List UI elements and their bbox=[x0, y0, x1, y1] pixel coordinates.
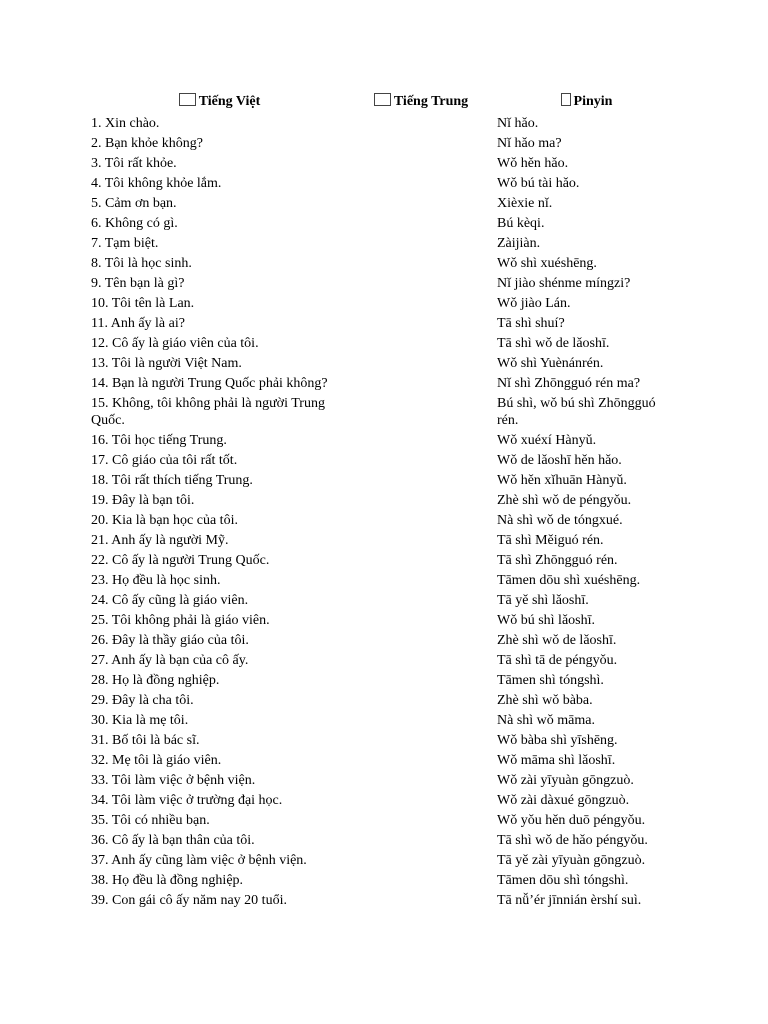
vietnamese-cell: 25. Tôi không phải là giáo viên. bbox=[91, 612, 270, 628]
table-row bbox=[88, 630, 682, 650]
pinyin-cell: Zàijiàn. bbox=[497, 235, 541, 251]
pinyin-cell: Tā shì tā de péngyǒu. bbox=[497, 652, 618, 668]
header-pinyin bbox=[491, 93, 682, 113]
chinese-cell bbox=[351, 373, 491, 393]
chinese-cell bbox=[351, 193, 491, 213]
chinese-cell bbox=[351, 610, 491, 630]
table-row bbox=[88, 273, 682, 293]
vietnamese-cell: 38. Họ đều là đồng nghiệp. bbox=[91, 872, 244, 888]
chinese-cell bbox=[351, 630, 491, 650]
chinese-cell bbox=[351, 490, 491, 510]
vietnamese-cell: 23. Họ đều là học sinh. bbox=[91, 572, 221, 588]
table-row bbox=[88, 373, 682, 393]
flag-emoji-box-icon bbox=[374, 93, 391, 106]
table-row bbox=[88, 570, 682, 590]
table-row bbox=[88, 510, 682, 530]
chinese-cell bbox=[351, 510, 491, 530]
pinyin-cell: Nǐ jiào shénme míngzi? bbox=[497, 275, 631, 291]
vietnamese-cell: 16. Tôi học tiếng Trung. bbox=[91, 432, 227, 448]
vietnamese-cell: 21. Anh ấy là người Mỹ. bbox=[91, 532, 229, 548]
table-row bbox=[88, 193, 682, 213]
pinyin-cell: Tā shì shuí? bbox=[497, 315, 565, 331]
header-vietnamese bbox=[88, 93, 351, 113]
pinyin-cell: Wǒ hěn xǐhuān Hànyǔ. bbox=[497, 472, 627, 488]
table-row bbox=[88, 770, 682, 790]
vocabulary-table bbox=[88, 93, 682, 910]
vietnamese-cell: 7. Tạm biệt. bbox=[91, 235, 159, 251]
chinese-cell bbox=[351, 273, 491, 293]
chinese-cell bbox=[351, 590, 491, 610]
chinese-cell bbox=[351, 393, 491, 430]
vietnamese-cell: 4. Tôi không khỏe lắm. bbox=[91, 175, 222, 191]
table-row bbox=[88, 113, 682, 133]
table-row bbox=[88, 710, 682, 730]
chinese-cell bbox=[351, 313, 491, 333]
pinyin-cell: Nǐ hǎo ma? bbox=[497, 135, 562, 151]
vietnamese-cell: 35. Tôi có nhiều bạn. bbox=[91, 812, 210, 828]
table-row bbox=[88, 153, 682, 173]
chinese-cell bbox=[351, 353, 491, 373]
table-row bbox=[88, 430, 682, 450]
vietnamese-cell: 31. Bố tôi là bác sĩ. bbox=[91, 732, 200, 748]
vietnamese-cell: 32. Mẹ tôi là giáo viên. bbox=[91, 752, 222, 768]
vietnamese-cell: 13. Tôi là người Việt Nam. bbox=[91, 355, 242, 371]
table-row bbox=[88, 293, 682, 313]
vietnamese-cell: 24. Cô ấy cũng là giáo viên. bbox=[91, 592, 249, 608]
vietnamese-cell: 19. Đây là bạn tôi. bbox=[91, 492, 195, 508]
header-vietnamese-label: Tiếng Việt bbox=[198, 94, 261, 109]
chinese-cell bbox=[351, 113, 491, 133]
pinyin-cell: Wǒ shì Yuènánrén. bbox=[497, 355, 604, 371]
pinyin-cell: Wǒ hěn hǎo. bbox=[497, 155, 569, 171]
pinyin-cell: Tāmen shì tóngshì. bbox=[497, 672, 604, 688]
pinyin-cell: Wǒ bú shì lǎoshī. bbox=[497, 612, 595, 628]
table-row bbox=[88, 313, 682, 333]
table-row bbox=[88, 730, 682, 750]
vietnamese-cell: 28. Họ là đồng nghiệp. bbox=[91, 672, 220, 688]
chinese-cell bbox=[351, 810, 491, 830]
pinyin-cell: Wǒ māma shì lǎoshī. bbox=[497, 752, 616, 768]
chinese-cell bbox=[351, 890, 491, 910]
chinese-cell bbox=[351, 790, 491, 810]
table-row bbox=[88, 750, 682, 770]
chinese-cell bbox=[351, 670, 491, 690]
pinyin-cell: Nà shì wǒ de tóngxué. bbox=[497, 512, 623, 528]
pinyin-cell: Tāmen dōu shì xuéshēng. bbox=[497, 572, 641, 588]
table-row bbox=[88, 333, 682, 353]
vietnamese-cell: 5. Cảm ơn bạn. bbox=[91, 195, 177, 211]
vietnamese-cell: 1. Xin chào. bbox=[91, 115, 160, 131]
header-chinese-label: Tiếng Trung bbox=[393, 94, 469, 109]
table-row bbox=[88, 790, 682, 810]
vietnamese-cell: 10. Tôi tên là Lan. bbox=[91, 295, 195, 311]
table-row bbox=[88, 610, 682, 630]
pinyin-cell: Wǒ yǒu hěn duō péngyǒu. bbox=[497, 812, 646, 828]
vietnamese-cell: 39. Con gái cô ấy năm nay 20 tuổi. bbox=[91, 892, 287, 908]
header-chinese bbox=[351, 93, 491, 113]
table-row bbox=[88, 890, 682, 910]
chinese-cell bbox=[351, 830, 491, 850]
pinyin-cell: Zhè shì wǒ bàba. bbox=[497, 692, 593, 708]
vietnamese-cell: 26. Đây là thầy giáo của tôi. bbox=[91, 632, 249, 648]
chinese-cell bbox=[351, 710, 491, 730]
chinese-cell bbox=[351, 430, 491, 450]
chinese-cell bbox=[351, 470, 491, 490]
pinyin-cell: Tā shì Zhōngguó rén. bbox=[497, 552, 618, 568]
table-row bbox=[88, 530, 682, 550]
table-row bbox=[88, 650, 682, 670]
chinese-cell bbox=[351, 133, 491, 153]
vietnamese-cell: 18. Tôi rất thích tiếng Trung. bbox=[91, 472, 253, 488]
pinyin-cell: Wǒ de lǎoshī hěn hǎo. bbox=[497, 452, 622, 468]
chinese-cell bbox=[351, 870, 491, 890]
vietnamese-cell: 15. Không, tôi không phải là người Trung Quốc. bbox=[91, 395, 325, 428]
vietnamese-cell: 34. Tôi làm việc ở trường đại học. bbox=[91, 792, 283, 808]
vietnamese-cell: 29. Đây là cha tôi. bbox=[91, 692, 194, 708]
vietnamese-cell: 20. Kia là bạn học của tôi. bbox=[91, 512, 238, 528]
chinese-cell bbox=[351, 690, 491, 710]
pinyin-cell: Zhè shì wǒ de péngyǒu. bbox=[497, 492, 632, 508]
table-row bbox=[88, 133, 682, 153]
pinyin-cell: Tā yě shì lǎoshī. bbox=[497, 592, 589, 608]
table-row bbox=[88, 450, 682, 470]
table-header bbox=[88, 93, 682, 113]
emoji-box-icon bbox=[561, 93, 571, 106]
flag-emoji-box-icon bbox=[179, 93, 196, 106]
table-row bbox=[88, 253, 682, 273]
table-row bbox=[88, 173, 682, 193]
pinyin-cell: Wǒ zài yīyuàn gōngzuò. bbox=[497, 772, 634, 788]
chinese-cell bbox=[351, 750, 491, 770]
header-row bbox=[88, 93, 682, 113]
header-pinyin-label: Pinyin bbox=[573, 94, 613, 109]
table-row bbox=[88, 353, 682, 373]
pinyin-cell: Wǒ bú tài hǎo. bbox=[497, 175, 580, 191]
pinyin-cell: Nǐ shì Zhōngguó rén ma? bbox=[497, 375, 641, 391]
vietnamese-cell: 17. Cô giáo của tôi rất tốt. bbox=[91, 452, 238, 468]
pinyin-cell: Wǒ zài dàxué gōngzuò. bbox=[497, 792, 630, 808]
table-body bbox=[88, 113, 682, 910]
table-row bbox=[88, 590, 682, 610]
vietnamese-cell: 14. Bạn là người Trung Quốc phải không? bbox=[91, 375, 328, 391]
pinyin-cell: Wǒ shì xuéshēng. bbox=[497, 255, 597, 271]
vietnamese-cell: 12. Cô ấy là giáo viên của tôi. bbox=[91, 335, 259, 351]
pinyin-cell: Nǐ hǎo. bbox=[497, 115, 539, 131]
chinese-cell bbox=[351, 333, 491, 353]
table-row bbox=[88, 393, 682, 430]
table-row bbox=[88, 810, 682, 830]
chinese-cell bbox=[351, 153, 491, 173]
table-row bbox=[88, 233, 682, 253]
chinese-cell bbox=[351, 253, 491, 273]
chinese-cell bbox=[351, 550, 491, 570]
chinese-cell bbox=[351, 173, 491, 193]
chinese-cell bbox=[351, 233, 491, 253]
vietnamese-cell: 9. Tên bạn là gì? bbox=[91, 275, 185, 291]
vietnamese-cell: 33. Tôi làm việc ở bệnh viện. bbox=[91, 772, 256, 788]
pinyin-cell: Tā shì wǒ de lǎoshī. bbox=[497, 335, 610, 351]
pinyin-cell: Tā yě zài yīyuàn gōngzuò. bbox=[497, 852, 646, 868]
vietnamese-cell: 3. Tôi rất khỏe. bbox=[91, 155, 177, 171]
vietnamese-cell: 36. Cô ấy là bạn thân của tôi. bbox=[91, 832, 255, 848]
pinyin-cell: Tā shì wǒ de hǎo péngyǒu. bbox=[497, 832, 648, 848]
pinyin-cell: Nà shì wǒ māma. bbox=[497, 712, 595, 728]
chinese-cell bbox=[351, 850, 491, 870]
table-row bbox=[88, 850, 682, 870]
pinyin-cell: Tā nǚ’ér jīnnián èrshí suì. bbox=[497, 892, 642, 908]
table-row bbox=[88, 830, 682, 850]
vietnamese-cell: 22. Cô ấy là người Trung Quốc. bbox=[91, 552, 270, 568]
vietnamese-cell: 11. Anh ấy là ai? bbox=[91, 315, 185, 331]
vietnamese-cell: 37. Anh ấy cũng làm việc ở bệnh viện. bbox=[91, 852, 307, 868]
pinyin-cell: Bú shì, wǒ bú shì Zhōngguó rén. bbox=[497, 395, 656, 428]
vietnamese-cell: 2. Bạn khỏe không? bbox=[91, 135, 203, 151]
chinese-cell bbox=[351, 650, 491, 670]
pinyin-cell: Wǒ jiào Lán. bbox=[497, 295, 571, 311]
pinyin-cell: Xièxie nǐ. bbox=[497, 195, 553, 211]
table-row bbox=[88, 490, 682, 510]
vietnamese-cell: 30. Kia là mẹ tôi. bbox=[91, 712, 189, 728]
table-row bbox=[88, 550, 682, 570]
chinese-cell bbox=[351, 770, 491, 790]
table-row bbox=[88, 690, 682, 710]
chinese-cell bbox=[351, 293, 491, 313]
chinese-cell bbox=[351, 570, 491, 590]
table-row bbox=[88, 213, 682, 233]
table-row bbox=[88, 670, 682, 690]
table-row bbox=[88, 870, 682, 890]
chinese-cell bbox=[351, 213, 491, 233]
vietnamese-cell: 6. Không có gì. bbox=[91, 215, 178, 231]
vietnamese-cell: 8. Tôi là học sinh. bbox=[91, 255, 192, 271]
chinese-cell bbox=[351, 530, 491, 550]
pinyin-cell: Tāmen dōu shì tóngshì. bbox=[497, 872, 629, 888]
pinyin-cell: Bú kèqi. bbox=[497, 215, 545, 231]
chinese-cell bbox=[351, 730, 491, 750]
pinyin-cell: Wǒ xuéxí Hànyǔ. bbox=[497, 432, 597, 448]
vietnamese-cell: 27. Anh ấy là bạn của cô ấy. bbox=[91, 652, 249, 668]
table-row bbox=[88, 470, 682, 490]
pinyin-cell: Zhè shì wǒ de lǎoshī. bbox=[497, 632, 617, 648]
chinese-cell bbox=[351, 450, 491, 470]
pinyin-cell: Wǒ bàba shì yīshēng. bbox=[497, 732, 618, 748]
pinyin-cell: Tā shì Měiguó rén. bbox=[497, 532, 604, 548]
